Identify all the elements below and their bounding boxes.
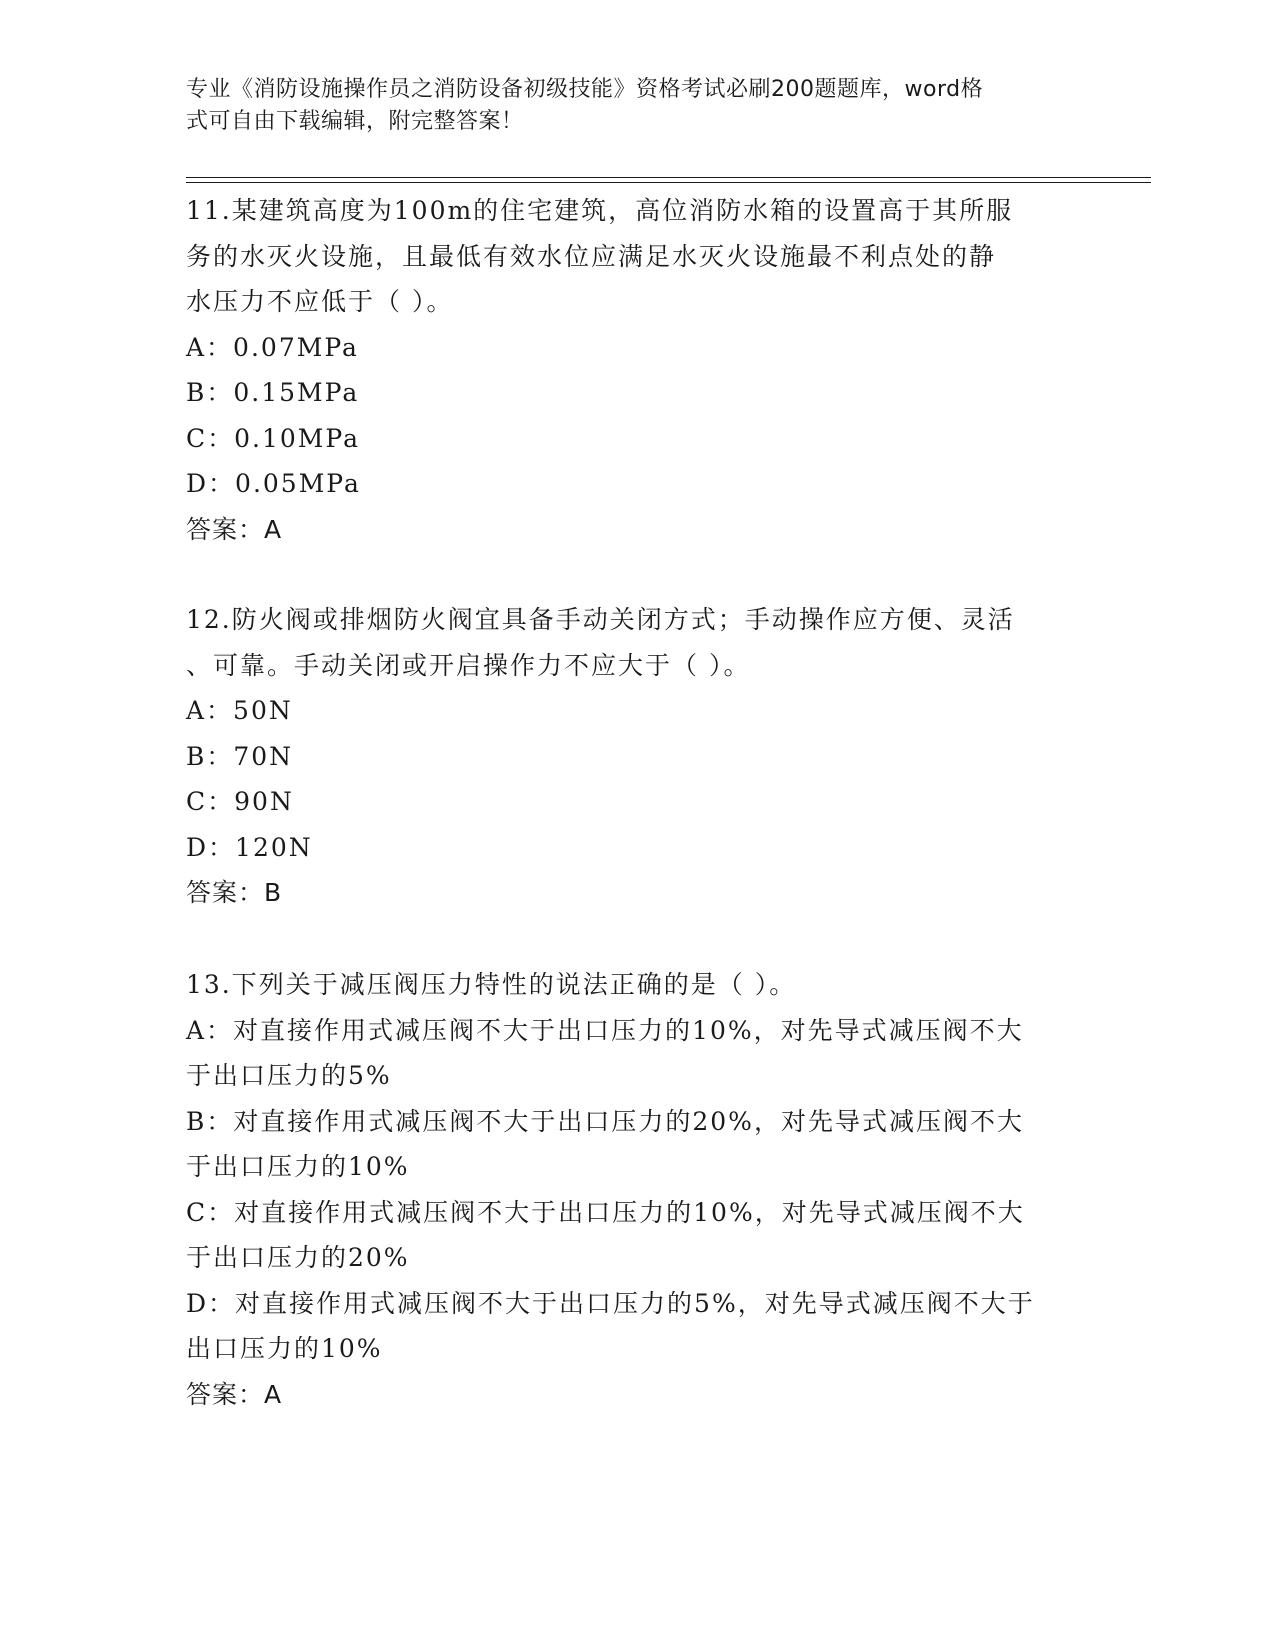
answer-label: 答案：A [186,514,283,544]
option-d: D：0.05MPa [186,469,361,498]
option-d: D：对直接作用式减压阀不大于出口压力的5%，对先导式减压阀不大于 [186,1288,1035,1318]
option-c: C：90N [186,787,294,816]
option-d-continuation: 出口压力的10% [186,1334,383,1363]
question-stem-line: 12.防火阀或排烟防火阀宜具备手动关闭方式；手动操作应方便、灵活 [186,605,1015,634]
option-b: B：0.15MPa [186,378,360,407]
question-stem-line: 水压力不应低于（ ）。 [186,287,454,316]
option-a-continuation: 于出口压力的5% [186,1061,392,1090]
question-stem-line: 、可靠。手动关闭或开启操作力不应大于（ ）。 [186,650,751,680]
option-b: B：70N [186,741,294,771]
answer-label: 答案：A [186,1379,283,1409]
header-divider [186,177,1151,178]
question-13 [186,962,1086,1417]
option-b: B：对直接作用式减压阀不大于出口压力的20%，对先导式减压阀不大 [186,1106,1024,1136]
document-header [186,74,1076,138]
option-d: D：120N [186,832,313,862]
question-stem-line: 13.下列关于减压阀压力特性的说法正确的是（ ）。 [186,970,797,999]
option-a: A：0.07MPa [186,332,359,362]
option-a: A：50N [186,696,293,725]
question-stem-line: 务的水灭火设施，且最低有效水位应满足水灭火设施最不利点处的静 [186,241,997,271]
option-a: A：对直接作用式减压阀不大于出口压力的10%，对先导式减压阀不大 [186,1015,1024,1045]
question-12 [186,597,1086,916]
question-11 [186,188,1086,552]
header-line: 式可自由下载编辑，附完整答案！ [186,109,524,134]
option-c-continuation: 于出口压力的20% [186,1243,410,1272]
answer-label: 答案：B [186,878,283,907]
option-c: C：0.10MPa [186,423,360,453]
question-stem-line: 11.某建筑高度为100m的住宅建筑，高位消防水箱的设置高于其所服 [186,196,1014,225]
option-b-continuation: 于出口压力的10% [186,1152,410,1181]
header-divider [186,182,1151,183]
option-c: C：对直接作用式减压阀不大于出口压力的10%，对先导式减压阀不大 [186,1197,1025,1227]
header-line: 专业《消防设施操作员之消防设备初级技能》资格考试必刷200题题库，word格 [186,77,984,102]
